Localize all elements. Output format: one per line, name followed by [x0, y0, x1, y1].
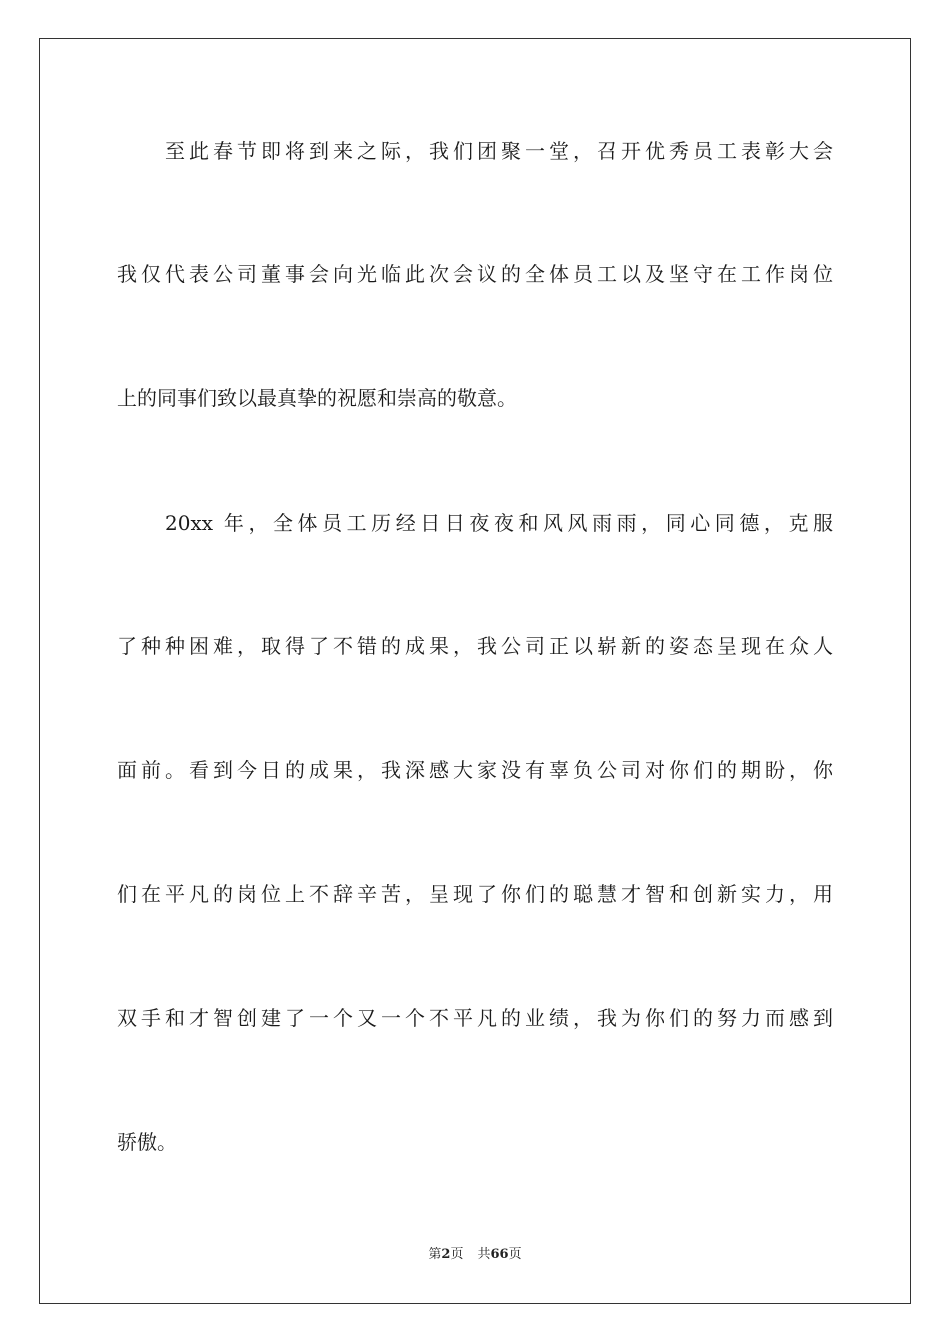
- total-pages: 66: [490, 1247, 509, 1262]
- page-suffix: 页: [450, 1247, 464, 1262]
- page-number: 2: [441, 1247, 451, 1262]
- paragraph-2-line-4: 们在平凡的岗位上不辞辛苦，呈现了你们的聪慧才智和创新实力，用: [117, 882, 833, 906]
- paragraph-2-line-2: 了种种困难，取得了不错的成果，我公司正以崭新的姿态呈现在众人: [117, 634, 833, 658]
- page-footer: [0, 1246, 950, 1264]
- paragraph-2-line-3: 面前。看到今日的成果，我深感大家没有辜负公司对你们的期盼，你: [117, 758, 833, 782]
- paragraph-2-line-1: 20xx 年，全体员工历经日日夜夜和风风雨雨，同心同德，克服: [165, 511, 833, 535]
- paragraph-2-line-6: 骄傲。: [117, 1130, 177, 1154]
- paragraph-1-line-2: 我仅代表公司董事会向光临此次会议的全体员工以及坚守在工作岗位: [117, 262, 833, 286]
- paragraph-2-line-5: 双手和才智创建了一个又一个不平凡的业绩，我为你们的努力而感到: [117, 1006, 833, 1030]
- paragraph-1-line-3: 上的同事们致以最真挚的祝愿和崇高的敬意。: [117, 386, 517, 410]
- page-prefix: 第: [428, 1247, 442, 1262]
- paragraph-1-line-1: 至此春节即将到来之际，我们团聚一堂，召开优秀员工表彰大会: [165, 139, 833, 163]
- page-border: [39, 38, 911, 1304]
- total-prefix: 共: [477, 1247, 491, 1262]
- total-suffix: 页: [508, 1247, 522, 1262]
